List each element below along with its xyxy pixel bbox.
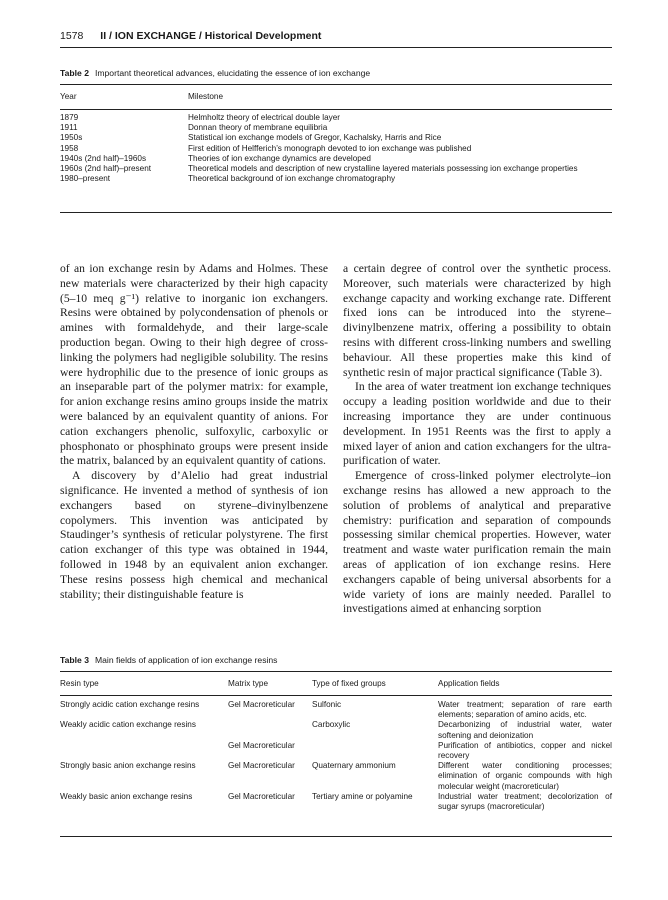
table2-cell-year: 1950s bbox=[60, 133, 83, 143]
table3-cell-resin bbox=[60, 741, 228, 761]
table3-cell-resin: Weakly basic anion exchange resins bbox=[60, 791, 193, 801]
paragraph: of an ion exchange resin by Adams and Holmes. These new materials were characterized by their high capacity (5–10 meq g⁻¹) relative to inorganic ion exchangers. Resins were obtained by polycondensation of phenols or amines with formaldehyde, and their large-scale production began. Owing to their high degree of cross-linking the polymers had negligible solubility. The resins were hydrophilic due to the presence of ionic groups as an inseparable part of the polymer matrix: for example, for anion exchange resins amino groups inside the matrix were balanced by an equivalent quantity of anions. For cation exchangers phenolic, sulfoxylic, carboxylic or phosphonato or phosphinato groups were present inside the matrix, balanced by an equivalent quantity of cations. bbox=[60, 262, 328, 468]
right-column bbox=[343, 262, 611, 617]
table2-cell-year: 1960s (2nd half)–present bbox=[60, 164, 152, 174]
table3-cell-resin: Strongly acidic cation exchange resins bbox=[60, 700, 200, 709]
running-header bbox=[60, 30, 612, 42]
paragraph: A discovery by d’Alelio had great industrial significance. He invented a method of synthesis of ion exchangers based on styrene–divinylbenzene copolymers. This invention was anticipated by Staudinger’s synthesis of reticular polystyrene. The first cation exchanger of this type was obtained in 1944, followed in 1948 by an equivalent anion exchanger. These resins possess high chemical and mechanical stability; their distinguishable feature is bbox=[60, 469, 328, 601]
table2-cell-year: 1940s (2nd half)–1960s bbox=[60, 153, 147, 163]
table3-cell-fields: Industrial water treatment; decolorization of sugar syrups (macroreticular) bbox=[438, 791, 612, 812]
table3-col-resin: Resin type bbox=[60, 679, 99, 688]
table2-cell-milestone: Statistical ion exchange models of Gregor, Kachalsky, Harris and Rice bbox=[188, 133, 442, 143]
table2-cell-milestone: Helmholtz theory of electrical double layer bbox=[188, 113, 340, 122]
table2-caption-text: Important theoretical advances, elucidating the essence of ion exchange bbox=[94, 68, 371, 78]
table3-cell-groups: Quaternary ammonium bbox=[312, 761, 396, 771]
table3-header-rule bbox=[60, 695, 612, 696]
table2-cell-year: 1980–present bbox=[60, 174, 111, 184]
table2-bottom-rule bbox=[60, 212, 612, 213]
table3-cell-fields: Decarbonizing of industrial water, water softening and deionization bbox=[438, 720, 612, 740]
table2-cell-milestone: Donnan theory of membrane equilibria bbox=[188, 123, 328, 133]
table3-cell-groups: Carboxylic bbox=[312, 720, 351, 730]
table3-col-groups: Type of fixed groups bbox=[312, 679, 386, 688]
table3-caption-text: Main fields of application of ion exchange resins bbox=[94, 655, 278, 665]
table-row bbox=[60, 113, 612, 123]
table3 bbox=[60, 700, 612, 812]
table3-cell-matrix: Gel Macroreticular bbox=[228, 700, 295, 709]
table3-cell-fields: Water treatment; separation of rare earth elements; separation of amino acids, etc. bbox=[438, 700, 612, 720]
header-rule bbox=[60, 47, 612, 48]
page-number: 1578 bbox=[60, 30, 84, 42]
table3-cell-resin: Weakly acidic cation exchange resins bbox=[60, 720, 196, 730]
paragraph: a certain degree of control over the synthetic process. Moreover, such materials were characterized by high exchange capacity and working exchange rate. Different fixed ions can be introduced into the styrene–divinylbenzene matrix, offering a possibility to obtain resins with different cross-linking numbers and swelling behaviour. All these properties make this kind of synthetic resin of major practical significance (Table 3). bbox=[343, 262, 611, 379]
paragraph: Emergence of cross-linked polymer electrolyte–ion exchange resins has allowed a new approach to the solution of problems of analytical and preparative chemistry: purification and separation of compounds possessing similar chemical properties. However, water treatment and waste water purification remain the main areas of application of ion exchange resins. Here exchangers capable of being universal absorbents for a wide variety of ions are mainly needed. Parallel to investigations aimed at enhancing sorption bbox=[343, 469, 611, 616]
table2-col-milestone: Milestone bbox=[188, 92, 224, 101]
table2-cell-milestone: First edition of Helfferich’s monograph devoted to ion exchange was published bbox=[188, 143, 472, 153]
table3-cell-matrix bbox=[228, 720, 312, 740]
table2-top-rule bbox=[60, 84, 612, 85]
table-row bbox=[60, 154, 612, 164]
table3-cell-fields: Different water conditioning processes; elimination of organic compounds with high molecular weight (macroreticular) bbox=[438, 761, 612, 791]
table3-caption bbox=[60, 655, 277, 665]
running-title: II / ION EXCHANGE / Historical Development bbox=[100, 30, 322, 42]
table3-cell-matrix: Gel Macroreticular bbox=[228, 740, 295, 750]
paragraph: In the area of water treatment ion exchange techniques occupy a leading position worldwide and due to their increasing importance they are under continuous development. In 1951 Reents was the first to apply a mixed layer of anion and cation exchangers for the ultra-purification of water. bbox=[343, 380, 611, 468]
table-row bbox=[60, 123, 612, 133]
table3-cell-fields: Purification of antibiotics, copper and nickel recovery bbox=[438, 740, 612, 761]
table-row bbox=[60, 164, 612, 174]
table2-cell-year: 1911 bbox=[60, 123, 78, 133]
table2-cell-milestone: Theoretical background of ion exchange chromatography bbox=[188, 174, 396, 184]
left-column bbox=[60, 262, 328, 602]
table2-label: Table 2 bbox=[60, 68, 89, 78]
table3-cell-matrix: Gel Macroreticular bbox=[228, 791, 295, 801]
table-row bbox=[60, 174, 612, 184]
table3-cell-groups: Tertiary amine or polyamine bbox=[312, 791, 413, 801]
table-row bbox=[60, 720, 612, 740]
table3-bottom-rule bbox=[60, 836, 612, 837]
table3-cell-resin: Strongly basic anion exchange resins bbox=[60, 761, 196, 771]
table-row bbox=[60, 792, 612, 812]
table2-cell-milestone: Theoretical models and description of new crystalline layered materials possessing ion exchange properties bbox=[188, 164, 578, 174]
table2-cell-milestone: Theories of ion exchange dynamics are developed bbox=[188, 153, 371, 163]
table2-cell-year: 1879 bbox=[60, 113, 79, 122]
table-row bbox=[60, 700, 612, 720]
table3-cell-groups: Sulfonic bbox=[312, 700, 342, 709]
table3-label: Table 3 bbox=[60, 655, 89, 665]
table2 bbox=[60, 113, 612, 184]
table3-cell-matrix: Gel Macroreticular bbox=[228, 761, 295, 771]
table-row bbox=[60, 761, 612, 792]
table2-header-rule bbox=[60, 109, 612, 110]
table2-caption bbox=[60, 68, 370, 78]
table-row bbox=[60, 741, 612, 761]
table3-cell-groups bbox=[312, 741, 438, 761]
table3-col-fields: Application fields bbox=[438, 679, 500, 688]
table-row bbox=[60, 144, 612, 154]
table3-col-matrix: Matrix type bbox=[228, 679, 269, 688]
table2-col-year: Year bbox=[60, 92, 77, 101]
table2-cell-year: 1958 bbox=[60, 143, 79, 153]
table3-top-rule bbox=[60, 671, 612, 672]
table-row bbox=[60, 133, 612, 143]
